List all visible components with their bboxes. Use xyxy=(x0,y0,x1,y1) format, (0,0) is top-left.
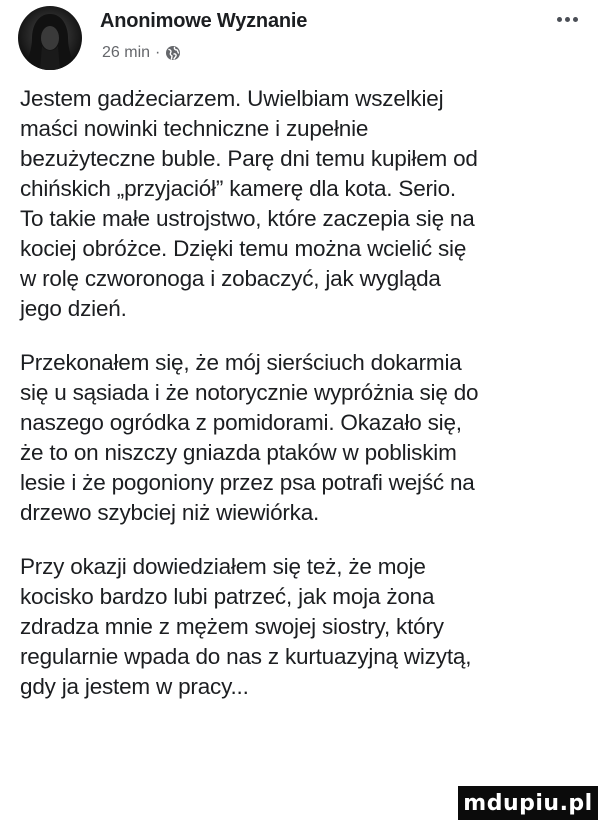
globe-icon xyxy=(165,45,181,61)
post-paragraph-1: Jestem gadżeciarzem. Uwielbiam wszelkiej maści nowinki techniczne i zupełnie bezużyteczne buble. Parę dni temu kupiłem od chińskich „przyjaciół” kamerę dla kota. Serio. To takie małe ustrojstwo, które zaczepia się na kociej obróżce. Dzięki temu można wcielić się w rolę czworonoga i zobaczyć, jak wygląda jego dzień. xyxy=(20,86,478,321)
more-icon-dot xyxy=(565,17,570,22)
more-icon-dot xyxy=(557,17,562,22)
site-watermark: mdupiu.pl xyxy=(458,786,598,820)
more-icon-dot xyxy=(573,17,578,22)
avatar[interactable] xyxy=(18,6,82,70)
author-name[interactable]: Anonimowe Wyznanie xyxy=(100,10,308,32)
post-header xyxy=(18,6,584,72)
post-body xyxy=(20,84,590,726)
post-meta xyxy=(102,44,181,62)
hooded-figure-icon xyxy=(18,6,82,70)
more-options-button[interactable] xyxy=(550,8,584,30)
meta-separator: · xyxy=(155,44,161,61)
post-paragraph-3: Przy okazji dowiedziałem się też, że moje kocisko bardzo lubi patrzeć, jak moja żona zdradza mnie z mężem swojej siostry, który regularnie wpada do nas z kurtuazyjną wizytą, gdy ja jestem w pracy... xyxy=(20,554,472,699)
post-paragraph-2: Przekonałem się, że mój sierściuch dokarmia się u sąsiada i że notorycznie wypróżnia się do naszego ogródka z pomidorami. Okazało się, że to on niszczy gniazda ptaków w pobliskim lesie i że pogoniony przez psa potrafi wejść na drzewo szybciej niż wiewiórka. xyxy=(20,350,479,525)
post-time[interactable]: 26 min xyxy=(102,44,151,61)
